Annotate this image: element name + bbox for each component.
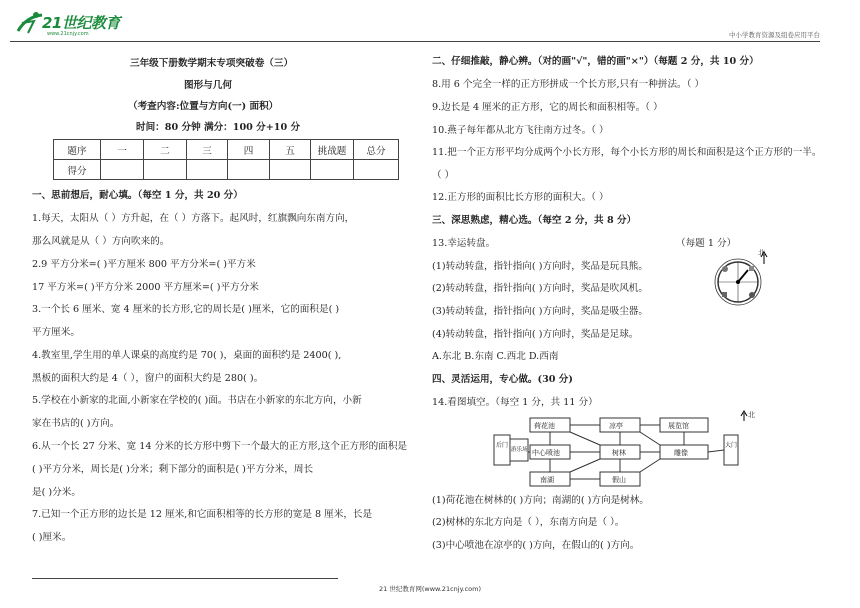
q9-line: 9.边长是 4 厘米的正方形，它的周长和面积相等。（ ） (432, 102, 663, 113)
map-north-label: 北 (748, 411, 755, 419)
q13-sub: (3)转动转盘，指针指向( )方向时，奖品是吸尘器。 (432, 306, 648, 317)
score-header-cell: 三 (187, 140, 228, 160)
q2-line: 17 平方米=( )平方分米 2000 平方厘米=( )平方分米 (32, 282, 259, 293)
score-header-cell: 挑战题 (311, 140, 354, 160)
map-place-label: 雕像 (674, 449, 688, 457)
q13-sub: (1)转动转盘，指针指向( )方向时，奖品是玩具熊。 (432, 261, 648, 272)
q14-sub: (2)树林的东北方向是（ ），东南方向是（ ）。 (432, 517, 625, 528)
exam-subtitle: 图形与几何 (184, 80, 232, 91)
map-place-label: 后门 (496, 442, 509, 449)
q5-line: 5.学校在小新家的北面,小新家在学校的( )面。书店在小新家的东北方向，小新 (32, 395, 362, 406)
score-header-cell: 五 (270, 140, 311, 160)
score-header-cell: 总分 (354, 140, 399, 160)
score-header-row (54, 140, 399, 160)
q1-line: 那么风就是从（ ）方向吹来的。 (32, 236, 170, 247)
score-table (53, 139, 399, 180)
q13-options: A.东北 B.东南 C.西北 D.西南 (432, 351, 559, 362)
q14-sub: (3)中心喷池在凉亭的( )方向，在假山的( )方向。 (432, 540, 640, 551)
wheel-north-label: 北 (758, 249, 765, 257)
score-cell[interactable] (228, 160, 270, 180)
map-place-label: 展览馆 (668, 422, 689, 430)
map-place-label: 南湖 (540, 476, 554, 484)
score-header-cell: 四 (228, 140, 270, 160)
q3-line: 3.一个长 6 厘米、宽 4 厘米的长方形,它的周长是( )厘米，它的面积是( ) (32, 304, 340, 315)
q12-line: 12.正方形的面积比长方形的面积大。（ ） (432, 192, 609, 203)
score-cell[interactable] (354, 160, 399, 180)
q7-line: 7.已知一个正方形的边长是 12 厘米,和它面积相等的长方形的宽是 8 厘米，长是 (32, 509, 373, 520)
section4-heading: 四、灵活运用，专心做。(30 分) (432, 374, 573, 385)
q6-line: 是( )分米。 (32, 487, 81, 498)
q14-title: 14.看图填空。（每空 1 分，共 11 分） (432, 397, 598, 408)
exam-title: 三年级下册数学期末专项突破卷（三） (130, 58, 294, 69)
q10-line: 10.燕子每年都从北方飞往南方过冬。（ ） (432, 125, 609, 136)
score-cell[interactable] (144, 160, 187, 180)
score-row-label: 得分 (54, 160, 101, 180)
q2-line: 2.9 平方分米=( )平方厘米 800 平方分米=( )平方米 (32, 259, 256, 270)
q4-line: 4.教室里,学生用的单人课桌的高度约是 70( )，桌面的面积约是 2400( ), (32, 350, 342, 361)
logo-text: 21世纪教育 (42, 14, 120, 32)
score-cell[interactable] (270, 160, 311, 180)
score-header-cell: 二 (144, 140, 187, 160)
footer-divider (32, 578, 338, 579)
q13-points: （每题 1 分） (676, 238, 737, 249)
lucky-wheel-icon (708, 250, 774, 310)
q7-line: ( )厘米。 (32, 532, 72, 543)
q11-line: 11.把一个正方形平均分成两个小长方形，每个小长方形的周长和面积是这个正方形的一半。 (432, 147, 822, 158)
q11-line: （ ） (432, 170, 455, 181)
q8-line: 8.用 6 个完全一样的正方形拼成一个长方形,只有一种拼法。（ ） (432, 79, 705, 90)
q13-title: 13.幸运转盘。 (432, 238, 496, 249)
score-header-cell: 题序 (54, 140, 101, 160)
map-place-label: 荷花池 (534, 422, 555, 430)
section2-heading: 二、仔细推敲，静心辨。（对的画"√"，错的画"×"）（每题 2 分，共 10 分） (432, 56, 759, 67)
header-divider (10, 41, 820, 42)
q6-line: ( )平方分米，周长是( )分米；剩下部分的面积是( )平方分米，周长 (32, 464, 314, 475)
q13-sub: (2)转动转盘，指针指向( )方向时，奖品是吹风机。 (432, 283, 648, 294)
q6-line: 6.从一个长 27 分米、宽 14 分米的长方形中剪下一个最大的正方形,这个正方形的面积是 (32, 441, 408, 452)
exam-scope: （考查内容:位置与方向(一) 面积） (128, 101, 279, 112)
map-place-label: 树林 (612, 449, 626, 457)
park-map (492, 411, 755, 493)
map-place-label: 中心喷池 (532, 449, 560, 457)
score-header-cell: 一 (101, 140, 144, 160)
platform-label: 中小学教育资源及组卷应用平台 (729, 31, 820, 39)
score-cell[interactable] (101, 160, 144, 180)
q4-line: 黑板的面积大约是 4（ ），窗户的面积大约是 280( )。 (32, 373, 264, 384)
score-cell[interactable] (187, 160, 228, 180)
q5-line: 家在书店的( )方向。 (32, 418, 120, 429)
footer-site: 21 世纪教育网(www.21cnjy.com) (379, 585, 481, 593)
section1-heading: 一、思前想后，耐心填。（每空 1 分，共 20 分） (32, 190, 243, 201)
map-place-label: 大门 (725, 442, 738, 449)
q3-line: 平方厘米。 (32, 327, 80, 338)
logo-url: www.21cnjy.com (47, 31, 89, 37)
map-place-label: 假山 (612, 476, 626, 484)
section3-heading: 三、深思熟虑，精心选。（每空 2 分，共 8 分） (432, 215, 637, 226)
map-place-label: 凉亭 (609, 422, 623, 430)
q13-sub: (4)转动转盘，指针指向( )方向时，奖品是足球。 (432, 329, 639, 340)
score-cell[interactable] (311, 160, 354, 180)
map-place-label: 游乐场 (511, 447, 528, 453)
q1-line: 1.每天，太阳从（ ）方升起，在（ ）方落下。起风时，红旗飘向东南方向， (32, 213, 355, 224)
exam-time: 时间：80 分钟 满分：100 分+10 分 (136, 122, 301, 133)
q14-sub: (1)荷花池在树林的( )方向；南湖的( )方向是树林。 (432, 495, 649, 506)
score-row (54, 160, 399, 180)
